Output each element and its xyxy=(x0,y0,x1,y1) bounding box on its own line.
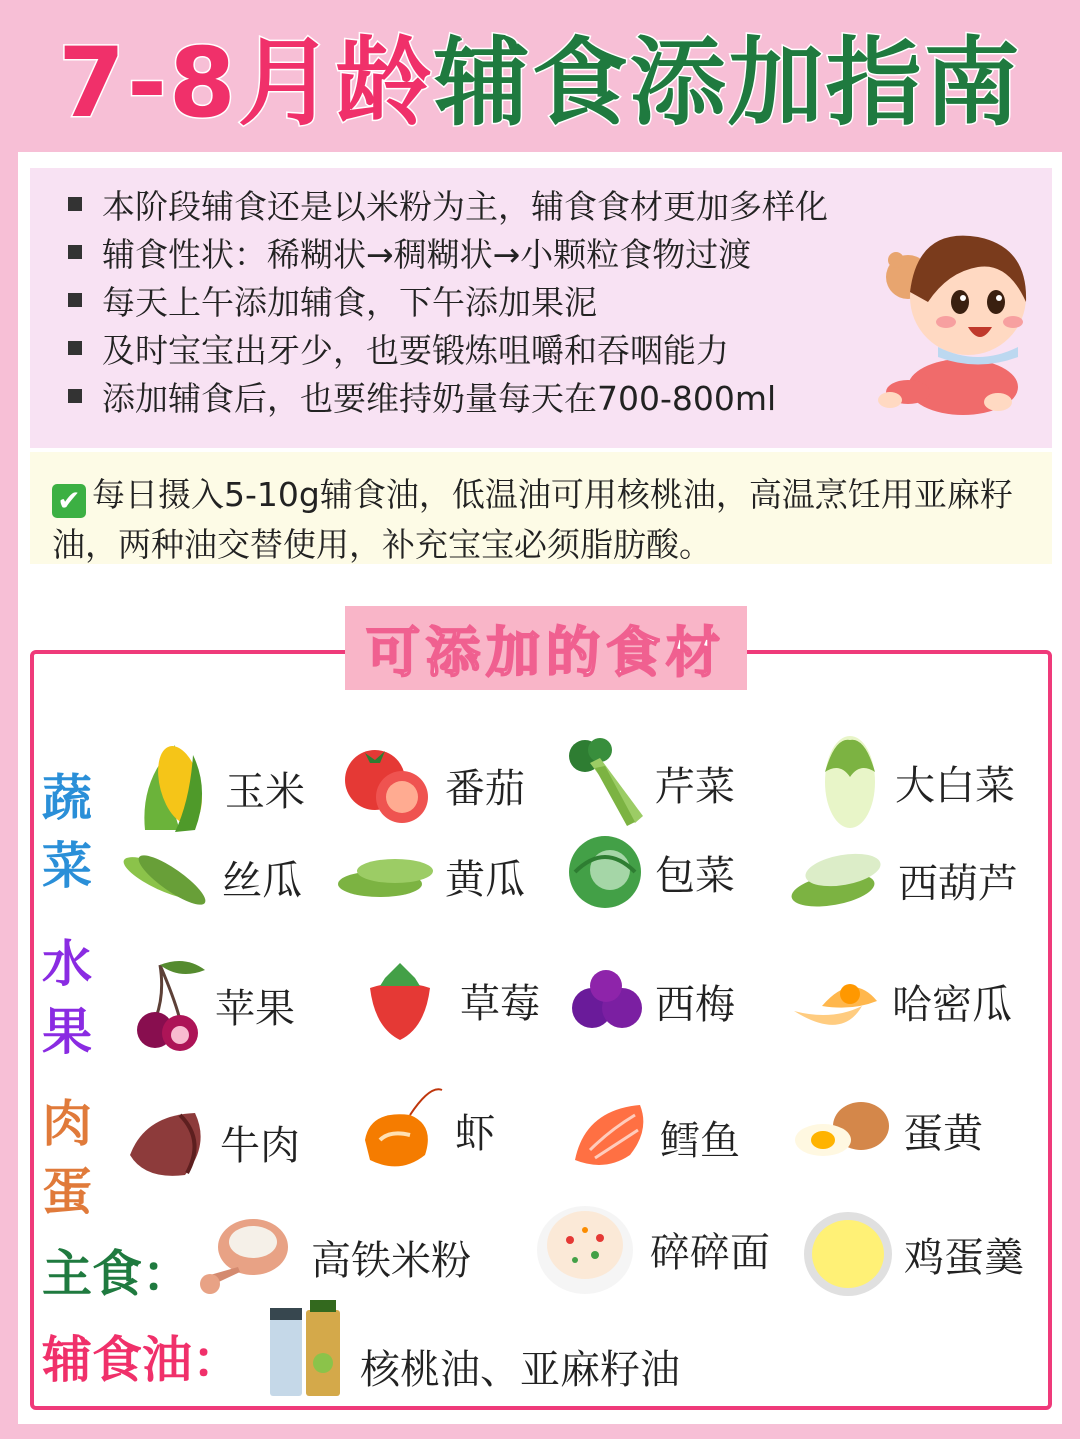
title-part2: 辅食添加指南 xyxy=(433,26,1022,139)
oil-note: ✔ 每日摄入5-10g辅食油，低温油可用核桃油，高温烹饪用亚麻籽油，两种油交替使用，补充宝宝必须脂肪酸。 xyxy=(52,475,1013,564)
shrimp-icon xyxy=(350,1080,445,1180)
food-noodles: 碎碎面 xyxy=(530,1200,770,1298)
category-staple: 主食： xyxy=(42,1245,192,1303)
chinese-cabbage-icon xyxy=(815,732,885,832)
bullet-square-icon xyxy=(68,197,82,211)
fish-fillet-icon xyxy=(570,1100,650,1175)
category-veg: 蔬 菜 xyxy=(42,769,92,895)
baby-illustration xyxy=(868,222,1038,422)
cantaloupe-icon xyxy=(792,966,882,1036)
intro-bullets xyxy=(62,180,828,420)
loofah-icon xyxy=(122,840,212,915)
bullet-item: 本阶段辅食还是以米粉为主，辅食食材更加多样化 xyxy=(62,180,828,228)
food-loofah: 丝瓜 xyxy=(122,840,302,915)
food-corn: 玉米 xyxy=(135,740,305,836)
celery-icon xyxy=(565,738,645,828)
food-apple: 苹果 xyxy=(130,955,295,1055)
bullet-item: 添加辅食后，也要维持奶量每天在700-800ml xyxy=(62,372,828,420)
title-banner xyxy=(0,0,1080,150)
check-icon: ✔ xyxy=(52,484,86,518)
category-meat: 肉 蛋 xyxy=(42,1095,92,1221)
oil-bottles-icon xyxy=(268,1298,343,1398)
food-shrimp: 虾 xyxy=(350,1080,495,1180)
food-cabbage: 大白菜 xyxy=(815,732,1015,832)
beef-icon xyxy=(125,1105,210,1180)
food-cantaloupe: 哈密瓜 xyxy=(792,966,1012,1036)
oil-list: 核桃油、亚麻籽油 xyxy=(360,1347,680,1393)
cabbage-icon xyxy=(565,832,645,912)
bullet-square-icon xyxy=(68,341,82,355)
tomato-icon xyxy=(340,745,435,825)
section-title: 可添加的食材 xyxy=(345,606,747,690)
bullet-square-icon xyxy=(68,389,82,403)
food-tomato: 番茄 xyxy=(340,745,525,825)
food-celery: 芹菜 xyxy=(565,738,735,828)
food-prune: 西梅 xyxy=(570,966,735,1036)
bullet-square-icon xyxy=(68,293,82,307)
zucchini-icon xyxy=(788,845,888,915)
food-beef: 牛肉 xyxy=(125,1105,300,1180)
food-egg-yolk: 蛋黄 xyxy=(793,1098,983,1163)
bullet-square-icon xyxy=(68,245,82,259)
rice-cereal-bowl-icon xyxy=(198,1212,293,1302)
title-part1: 7-8月龄 xyxy=(58,26,434,139)
food-strawberry: 草莓 xyxy=(360,958,540,1043)
steamed-egg-icon xyxy=(802,1210,894,1298)
food-steamed-egg: 鸡蛋羹 xyxy=(802,1210,1024,1298)
strawberry-icon xyxy=(360,958,440,1043)
corn-icon xyxy=(135,740,215,836)
egg-icon xyxy=(793,1098,893,1163)
category-fruit: 水 果 xyxy=(42,935,92,1061)
food-cod: 鳕鱼 xyxy=(570,1100,740,1175)
bullet-item: 辅食性状：稀糊状→稠糊状→小颗粒食物过渡 xyxy=(62,228,828,276)
page-title xyxy=(58,7,1021,144)
food-rice-cereal: 高铁米粉 xyxy=(198,1212,471,1302)
prune-icon xyxy=(570,966,645,1036)
bullet-item: 及时宝宝出牙少，也要锻炼咀嚼和吞咽能力 xyxy=(62,324,828,372)
food-zucchini: 西葫芦 xyxy=(788,845,1018,915)
cherry-icon xyxy=(130,955,205,1055)
category-oil: 辅食油： xyxy=(42,1331,242,1389)
cucumber-icon xyxy=(335,849,435,904)
food-cucumber: 黄瓜 xyxy=(335,848,525,905)
bullet-item: 每天上午添加辅食，下午添加果泥 xyxy=(62,276,828,324)
food-green-cabbage: 包菜 xyxy=(565,832,735,912)
noodle-bowl-icon xyxy=(530,1200,640,1298)
